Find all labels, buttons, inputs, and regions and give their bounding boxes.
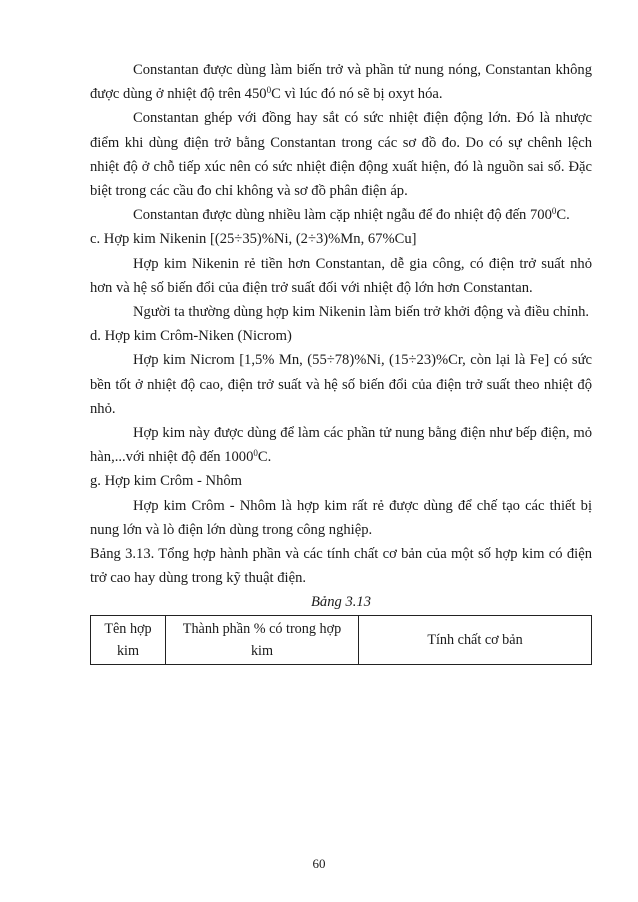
page-number: 60	[312, 856, 326, 871]
document-page	[90, 58, 592, 665]
paragraph-text: Constantan được dùng nhiều làm cặp nhiệt ngẫu để đo nhiệt độ đến 700	[133, 207, 552, 224]
body-text	[90, 58, 592, 590]
paragraph-text: Người ta thường dùng hợp kim Nikenin làm biến trở khởi động và điều chỉnh.	[133, 304, 590, 321]
table-header-row	[91, 616, 592, 665]
paragraph-text: Hợp kim Nikenin rẻ tiền hơn Constantan, dễ gia công, có điện trở suất nhỏ hơn và hệ số biến đổi của điện trở suất đối với nhiệt độ lớn hơn Constantan.	[90, 255, 592, 296]
paragraph-text: Constantan được dùng làm biến trở và phần tử nung nóng, Constantan không được dùng ở nhiệt độ trên 450	[90, 62, 592, 103]
header-composition: Thành phần % có trong hợp kim	[166, 616, 359, 665]
superscript: 0	[551, 206, 557, 217]
paragraph	[90, 252, 592, 300]
superscript: 0	[253, 448, 258, 459]
paragraph	[90, 58, 592, 106]
superscript: 0	[266, 85, 272, 96]
paragraph	[90, 203, 592, 227]
paragraph	[90, 324, 592, 348]
paragraph-text: Hợp kim Crôm - Nhôm là hợp kim rất rẻ được dùng để chế tạo các thiết bị nung lớn và lò điện lớn dùng trong công nghiệp.	[90, 497, 592, 538]
paragraph-text: Bảng 3.13. Tổng hợp hành phần và các tính chất cơ bản của một số hợp kim có điện trở cao hay dùng trong kỹ thuật điện.	[90, 546, 592, 587]
paragraph	[90, 227, 592, 251]
paragraph-text: c. Hợp kim Nikenin [(25÷35)%Ni, (2÷3)%Mn, 67%Cu]	[90, 231, 417, 248]
paragraph	[90, 542, 592, 590]
paragraph	[90, 469, 592, 493]
paragraph-text: Hợp kim này được dùng để làm các phần tử nung bằng điện như bếp điện, mỏ hàn,...với nhiệt độ đến 1000	[90, 425, 592, 466]
paragraph	[90, 106, 592, 203]
paragraph	[90, 494, 592, 542]
paragraph	[90, 300, 592, 324]
paragraph-text: g. Hợp kim Crôm - Nhôm	[90, 473, 243, 490]
paragraph-text: d. Hợp kim Crôm-Niken (Nicrom)	[90, 328, 292, 345]
paragraph-text: Constantan ghép với đồng hay sắt có sức nhiệt điện động lớn. Đó là nhược điểm khi dùng điện trở bằng Constantan trong các sơ đồ đo. Do có sự chênh lệch nhiệt độ ở chỗ tiếp xúc nên có sức nhiệt điện động xuất hiện, đó là nguồn sai số. Đặc biệt trong các cầu đo chỉ không và sơ đồ phân điện áp.	[90, 110, 592, 200]
header-basic-properties: Tính chất cơ bản	[359, 616, 592, 665]
alloy-properties-table	[90, 615, 592, 665]
paragraph	[90, 348, 592, 421]
paragraph-text: C vì lúc đó nó sẽ bị oxyt hóa.	[271, 86, 443, 103]
header-alloy-name: Tên hợp kim	[91, 616, 166, 665]
paragraph-text: C.	[556, 207, 570, 224]
paragraph-text: C.	[257, 449, 272, 466]
table-caption: Bảng 3.13	[311, 594, 371, 611]
paragraph-text: Hợp kim Nicrom [1,5% Mn, (55÷78)%Ni, (15÷23)%Cr, còn lại là Fe] có sức bền tốt ở nhiệt độ cao, điện trở suất và hệ số biến đổi của điện trở suất theo nhiệt độ nhỏ.	[90, 352, 592, 417]
paragraph	[90, 421, 592, 469]
